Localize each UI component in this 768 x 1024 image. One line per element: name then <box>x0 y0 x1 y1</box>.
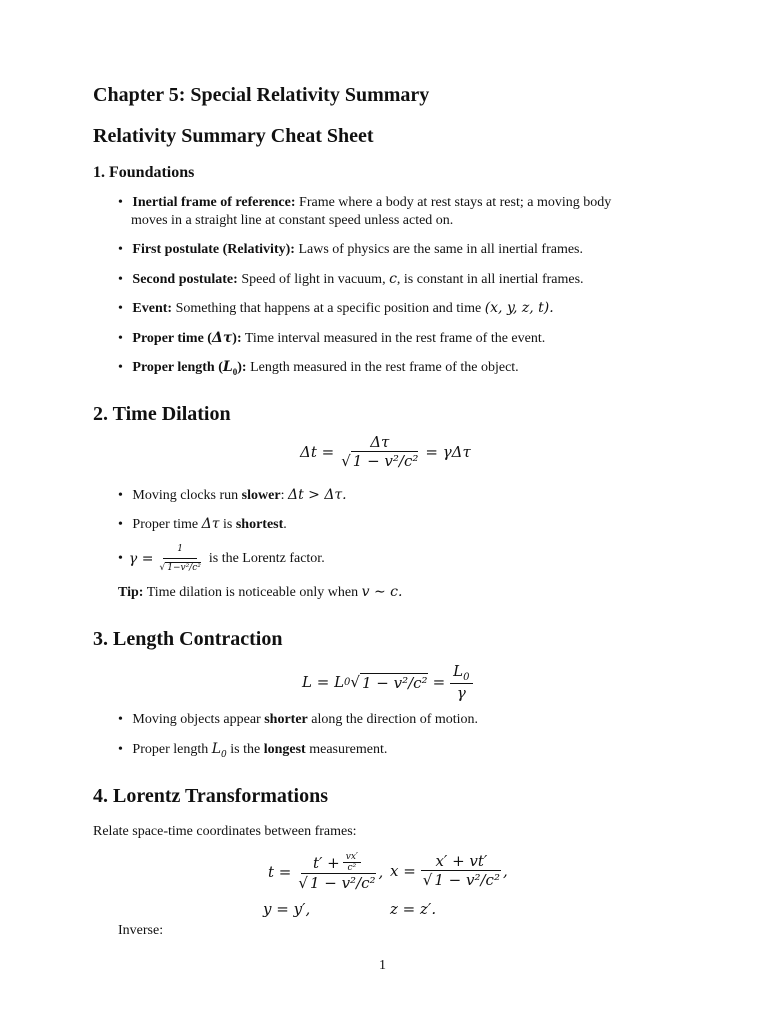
term: Event: <box>132 301 173 316</box>
description: Something that happens at a specific position and time <box>175 301 482 316</box>
term: Inertial frame of reference: <box>132 195 296 210</box>
description: Speed of light in vacuum, <box>241 272 386 287</box>
description: Length measured in the rest frame of the object. <box>250 360 519 375</box>
lorentz-x-equation: x = $\frac{x' + vt'}{\text{√ 1 − v²/c²}}$ , <box>390 852 508 889</box>
term: First postulate (Relativity): <box>132 242 295 257</box>
list-item: • Moving clocks run slower: Δt > Δτ. <box>118 487 347 503</box>
bullet: • <box>118 712 123 727</box>
lorentz-z-equation: z = z′. <box>390 900 437 918</box>
bullet: • <box>118 550 123 566</box>
lorentz-t-equation: t = t′ + $\frac{vx'}{\text{c²}}$ √ 1 − v²/c² , <box>268 852 384 892</box>
lorentz-y-equation: y = y′, <box>263 900 311 918</box>
list-item: • Moving objects appear shorter along the direction of motion. <box>118 712 479 727</box>
tip-note: Tip: Time dilation is noticeable only when v ∼ c. <box>118 584 403 600</box>
document-title: Relativity Summary Cheat Sheet <box>93 125 374 147</box>
section-heading-time-dilation: 2. Time Dilation <box>93 403 231 425</box>
list-item <box>118 270 584 289</box>
bullet: • <box>118 742 123 757</box>
term: Proper time (Δτ): <box>132 330 242 346</box>
intro-text: Relate space-time coordinates between frames: <box>93 824 357 839</box>
section-heading-foundations: 1. Foundations <box>93 164 195 181</box>
description: Laws of physics are the same in all inertial frames. <box>298 242 584 257</box>
description: , is constant in all inertial frames. <box>396 272 584 287</box>
math-symbol: c <box>389 271 397 287</box>
bullet: • <box>118 488 123 503</box>
math-coords: (x, y, z, t). <box>484 300 554 316</box>
list-item <box>118 241 583 259</box>
list-item: • γ = $\frac{1}{\text{√ 1−v²/c²}}$ is the Lorentz factor. <box>118 540 325 577</box>
length-contraction-equation: L = L 0 √ 1 − v²/c² = $\frac{L_0}{\gamma}$ <box>302 662 473 702</box>
term: Proper length $(L_0)$: <box>132 359 247 377</box>
bullet: • <box>118 242 123 257</box>
chapter-title: Chapter 5: Special Relativity Summary <box>93 84 430 106</box>
time-dilation-equation: Δt = $\frac{\Delta\tau}{\text{√ 1 − v²/c²}}$ = γΔτ <box>300 433 471 470</box>
list-item: • Proper length $L_0$ is the longest measurement. <box>118 741 388 760</box>
section-heading-length-contraction: 3. Length Contraction <box>93 628 283 650</box>
page-number: 1 <box>379 958 386 973</box>
bullet: • <box>118 331 123 346</box>
bullet: • <box>118 301 123 316</box>
term: Second postulate: <box>132 272 238 287</box>
list-item <box>118 358 519 381</box>
bullet: • <box>118 360 123 375</box>
list-item <box>118 329 545 348</box>
list-item <box>118 194 611 212</box>
description: Time interval measured in the rest frame of the event. <box>244 331 546 346</box>
description: Frame where a body at rest stays at rest; a moving body <box>299 195 612 210</box>
description-continued: moves in a straight line at constant speed unless acted on. <box>131 213 454 228</box>
section-heading-lorentz-transformations: 4. Lorentz Transformations <box>93 785 328 807</box>
inverse-label: Inverse: <box>118 923 164 938</box>
bullet: • <box>118 517 123 532</box>
list-item: • Proper time Δτ is shortest. <box>118 516 287 532</box>
bullet: • <box>118 195 123 210</box>
bullet: • <box>118 272 123 287</box>
list-item <box>118 299 554 318</box>
